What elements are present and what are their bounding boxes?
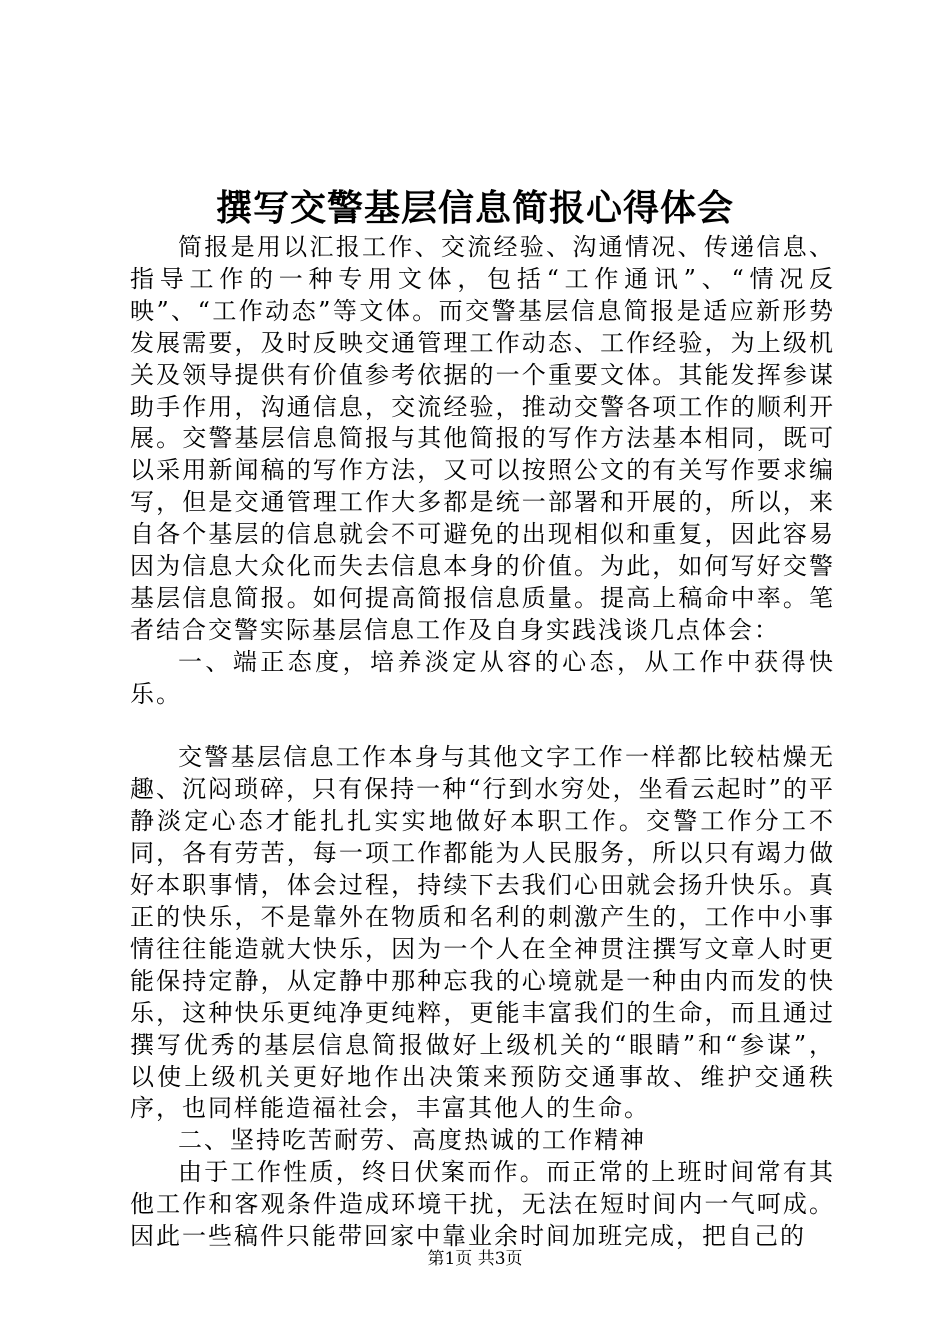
- paragraph-intro: 简报是用以汇报工作、交流经验、沟通情况、传递信息、指导工作的一种专用文体，包括“工作通讯”、“情况反映”、“工作动态”等文体。而交警基层信息简报是适应新形势发展需要，及时反映交通管理工作动态、工作经验，为上级机关及领导提供有价值参考依据的一个重要文体。其能发挥参谋助手作用，沟通信息，交流经验，推动交警各项工作的顺利开展。交警基层信息简报与其他简报的写作方法基本相同，既可以采用新闻稿的写作方法，又可以按照公文的有关写作要求编写，但是交通管理工作大多都是统一部署和开展的，所以，来自各个基层的信息就会不可避免的出现相似和重复，因此容易因为信息大众化而失去信息本身的价值。为此，如何写好交警基层信息简报。如何提高简报信息质量。提高上稿命中率。笔者结合交警实际基层信息工作及自身实践浅谈几点体会：: [130, 233, 835, 644]
- paragraph-section-1: 交警基层信息工作本身与其他文字工作一样都比较枯燥无趣、沉闷琐碎，只有保持一种“行到水穷处，坐看云起时”的平静淡定心态才能扎扎实实地做好本职工作。交警工作分工不同，各有劳苦，每一项工作都能为人民服务，所以只有竭力做好本职事情，体会过程，持续下去我们心田就会扬升快乐。真正的快乐，不是靠外在物质和名利的刺激产生的，工作中小事情往往能造就大快乐，因为一个人在全神贯注撰写文章人时更能保持定静，从定静中那种忘我的心境就是一种由内而发的快乐，这种快乐更纯净更纯粹，更能丰富我们的生命，而且通过撰写优秀的基层信息简报做好上级机关的“眼睛”和“参谋”，以使上级机关更好地作出决策来预防交通事故、维护交通秩序，也同样能造福社会，丰富其他人的生命。: [130, 743, 835, 1123]
- paragraph-section-2: 由于工作性质，终日伏案而作。而正常的上班时间常有其他工作和客观条件造成环境干扰，无法在短时间内一气呵成。因此一些稿件只能带回家中靠业余时间加班完成，把自己的: [130, 1158, 835, 1251]
- section-heading-1: 一、端正态度，培养淡定从容的心态，从工作中获得快乐。: [130, 647, 835, 708]
- document-body: [130, 232, 835, 1253]
- document-title: 撰写交警基层信息简报心得体会: [215, 187, 734, 229]
- page-footer: 第1页 共3页: [427, 1249, 523, 1269]
- paragraph-spacer: [130, 711, 835, 743]
- section-heading-2: 二、坚持吃苦耐劳、高度热诚的工作精神: [178, 1126, 646, 1155]
